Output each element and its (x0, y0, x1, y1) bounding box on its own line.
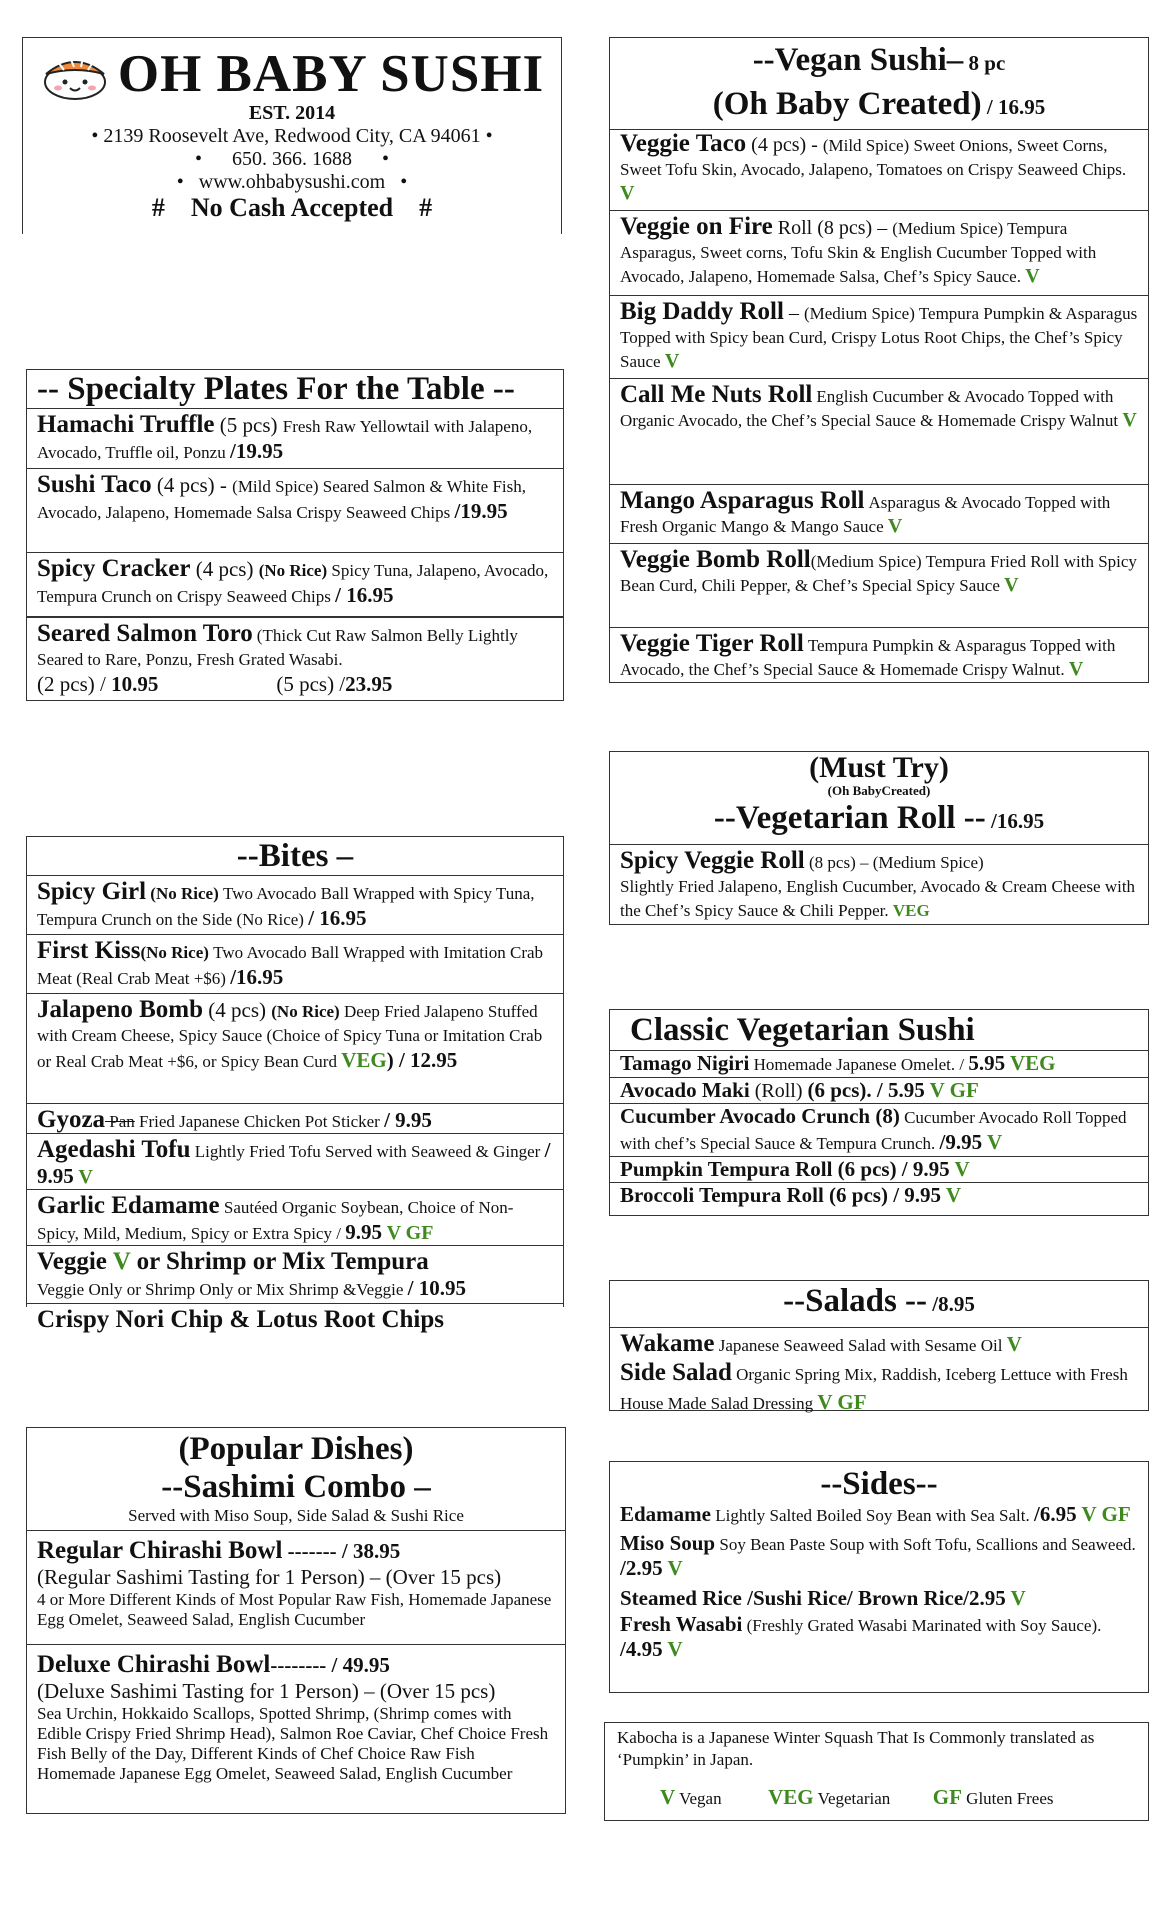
kabocha-note-and-legend (604, 1722, 1149, 1821)
address: • 2139 Roosevelt Ave, Redwood City, CA 94061 • (91, 125, 493, 147)
menu-item: Cucumber Avocado Crunch (8) Cucumber Avocado Roll Topped with chef’s Special Sauce & Tempura Crunch. /9.95 V (610, 1103, 1148, 1156)
menu-item: Spicy Veggie Roll (8 pcs) – (Medium Spice) Slightly Fried Jalapeno, English Cucumber, Avocado & Cream Cheese with the Chef’s Spicy Sauce & Chili Pepper. VEG (610, 844, 1148, 926)
section-title: --Vegetarian Roll -- (713, 800, 986, 836)
restaurant-name: OH BABY SUSHI (117, 45, 545, 103)
website: • www.ohbabysushi.com • (176, 171, 408, 193)
menu-item-cut-off: Crispy Nori Chip & Lotus Root Chips (27, 1303, 563, 1337)
vegetarian-roll-section: (Must Try) (Oh BabyCreated) --Vegetarian Roll -- /16.95 Spicy Veggie Roll (8 pcs) – (Medium Spice) Slightly Fried Jalapeno, English Cucumber, Avocado & Cream Cheese with the Chef’s Spicy Sauce & Chili Pepper. VEG (609, 751, 1149, 925)
menu-item: Jalapeno Bomb (4 pcs) (No Rice) Deep Fried Jalapeno Stuffed with Cream Cheese, Spicy Sauce (Choice of Spicy Tuna or Imitation Crab or Real Crab Meat +$6, or Spicy Bean Curd VEG) / 12.95 (27, 993, 563, 1103)
menu-item: Regular Chirashi Bowl ------- / 38.95 (Regular Sashimi Tasting for 1 Person) – (Over 15 pcs) 4 or More Different Kinds of Most Popular Raw Fish, Homemade Japanese Egg Omelet, Seaweed Salad, English Cucumber (27, 1530, 565, 1644)
menu-item: Steamed Rice /Sushi Rice/ Brown Rice/2.95 V (620, 1586, 1026, 1610)
section-title: --Bites – (236, 838, 354, 874)
section-subtitle: (Popular Dishes) (178, 1431, 414, 1467)
menu-item: Veggie Taco (4 pcs) - (Mild Spice) Sweet Onions, Sweet Corns, Sweet Tofu Skin, Avocado, Jalapeno, Tomatoes on Crispy Seaweed Chips. V (610, 129, 1148, 210)
menu-item: Spicy Cracker (4 pcs) (No Rice) Spicy Tuna, Jalapeno, Avocado, Tempura Crunch on Crispy Seaweed Chips / 16.95 (27, 552, 563, 616)
vegan-sushi-section: --Vegan Sushi– 8 pc (Oh Baby Created) / 16.95 Veggie Taco (4 pcs) - (Mild Spice) Sweet Onions, Sweet Corns, Sweet Tofu Skin, Avocado, Jalapeno, Tomatoes on Crispy Seaweed Chips. V Veggie on Fire Roll (8 pcs) – (Medium Spice) Tempura Asparagus, Sweet corns, Tofu Skin & English Cucumber Topped with Avocado, Jalapeno, Homemade Salsa, Chef’s Spicy Sauce. V Big Daddy Roll – (Medium Spice) Tempura Pumpkin & Asparagus Topped with Spicy bean Curd, Crispy Lotus Root Chips, the Chef’s Spicy Sauce V Call Me Nuts Roll English Cucumber & Avocado Topped with Organic Avocado, the Chef’s Special Sauce & Homemade Crispy Walnut V Mango Asparagus Roll Asparagus & Avocado Topped with Fresh Organic Mango & Mango Sauce V Veggie Bomb Roll(Medium Spice) Tempura Fried Roll with Spicy Bean Curd, Chili Pepper, & Chef’s Special Spicy Sauce V Veggie Tiger Roll Tempura Pumpkin & Asparagus Topped with Avocado, the Chef’s Special Sauce & Homemade Crispy Walnut. V (609, 37, 1149, 683)
menu-item: Veggie Tiger Roll Tempura Pumpkin & Asparagus Topped with Avocado, the Chef’s Special Sauce & Homemade Crispy Walnut. V (610, 627, 1148, 685)
established-year: EST. 2014 (248, 102, 336, 124)
menu-item: Seared Salmon Toro (Thick Cut Raw Salmon Belly Lightly Seared to Rare, Ponzu, Fresh Grated Wasabi. (2 pcs) / 10.95 (5 pcs) /23.95 (27, 616, 563, 700)
section-title: --Salads -- (783, 1283, 928, 1319)
salad-list: Wakame Japanese Seaweed Salad with Sesame Oil V Side Salad Organic Spring Mix, Raddish, Iceberg Lettuce with Fresh House Made Salad Dressing V GF (610, 1327, 1148, 1421)
classic-vegetarian-section (609, 1009, 1149, 1216)
menu-item: Fresh Wasabi (Freshly Grated Wasabi Marinated with Soy Sauce). /4.95 V (620, 1612, 1102, 1661)
menu-item: Miso Soup Soy Bean Paste Soup with Soft Tofu, Scallions and Seaweed. /2.95 V (620, 1531, 1136, 1580)
section-title: Classic Vegetarian Sushi (630, 1012, 975, 1048)
menu-item: Veggie V or Shrimp or Mix Tempura Veggie Only or Shrimp Only or Mix Shrimp &Veggie / 10.95 (27, 1245, 563, 1303)
created-label: (Oh BabyCreated) (827, 783, 931, 798)
salads-section: --Salads -- /8.95 Wakame Japanese Seaweed Salad with Sesame Oil V Side Salad Organic Spring Mix, Raddish, Iceberg Lettuce with Fresh House Made Salad Dressing V GF (609, 1280, 1149, 1411)
section-note: Served with Miso Soup, Side Salad & Sushi Rice (128, 1506, 464, 1525)
menu-item: Call Me Nuts Roll English Cucumber & Avocado Topped with Organic Avocado, the Chef’s Special Sauce & Homemade Crispy Walnut V (610, 378, 1148, 484)
menu-item: Garlic Edamame Sautéed Organic Soybean, Choice of Non-Spicy, Mild, Medium, Spicy or Extra Spicy / 9.95 V GF (27, 1189, 563, 1245)
section-subtitle: (Oh Baby Created) (712, 86, 982, 122)
section-title: --Sashimi Combo – (161, 1469, 431, 1505)
menu-item: Mango Asparagus Roll Asparagus & Avocado Topped with Fresh Organic Mango & Mango Sauce V (610, 484, 1148, 543)
menu-item: Deluxe Chirashi Bowl-------- / 49.95 (Deluxe Sashimi Tasting for 1 Person) – (Over 15 pcs) Sea Urchin, Hokkaido Scallops, Spotted Shrimp, (Shrimp comes with Edible Crispy Fried Shrimp Head), Salmon Roe Caviar, Chef Choice Fresh Fish Belly of the Day, Different Kinds of Chef Choice Raw Fish Homemade Japanese Egg Omelet, Seaweed Salad, English Cucumber (27, 1644, 565, 1787)
must-try-label: (Must Try) (809, 751, 949, 784)
menu-item: Agedashi Tofu Lightly Fried Tofu Served with Seaweed & Ginger / 9.95 V (27, 1133, 563, 1189)
phone: • 650. 366. 1688 • (194, 148, 389, 170)
menu-item: Veggie on Fire Roll (8 pcs) – (Medium Spice) Tempura Asparagus, Sweet corns, Tofu Skin & English Cucumber Topped with Avocado, Jalapeno, Homemade Salsa, Chef’s Spicy Sauce. V (610, 210, 1148, 295)
bites-section (26, 836, 564, 1333)
menu-item: Gyoza Pan Fried Japanese Chicken Pot Sticker / 9.95 (27, 1103, 563, 1133)
sashimi-combo-section (26, 1427, 566, 1814)
menu-item: Big Daddy Roll – (Medium Spice) Tempura Pumpkin & Asparagus Topped with Spicy bean Curd, Crispy Lotus Root Chips, the Chef’s Spicy Sauce V (610, 295, 1148, 378)
menu-item: Veggie Bomb Roll(Medium Spice) Tempura Fried Roll with Spicy Bean Curd, Chili Pepper, & Chef’s Special Spicy Sauce V (610, 543, 1148, 627)
kabocha-note: Kabocha is a Japanese Winter Squash That Is Commonly translated as ‘Pumpkin’ in Japan. (617, 1728, 1095, 1769)
dietary-legend: V Vegan VEG Vegetarian GF Gluten Frees (660, 1785, 1054, 1809)
menu-item: First Kiss(No Rice) Two Avocado Ball Wrapped with Imitation Crab Meat (Real Crab Meat +$6) /16.95 (27, 934, 563, 993)
menu-item: Tamago Nigiri Homemade Japanese Omelet. / 5.95 VEG (610, 1050, 1148, 1077)
menu-item: Broccoli Tempura Roll (6 pcs) / 9.95 V (610, 1182, 1148, 1208)
menu-item: Pumpkin Tempura Roll (6 pcs) / 9.95 V (610, 1156, 1148, 1182)
specialty-plates-section (26, 369, 564, 701)
menu-item: Edamame Lightly Salted Boiled Soy Bean with Sea Salt. /6.95 V GF (620, 1502, 1131, 1526)
sides-section (609, 1461, 1149, 1693)
menu-item: Sushi Taco (4 pcs) - (Mild Spice) Seared Salmon & White Fish, Avocado, Jalapeno, Homemade Salsa Crispy Seaweed Chips /19.95 (27, 468, 563, 552)
no-cash-notice: # No Cash Accepted # (151, 193, 433, 222)
restaurant-header (22, 37, 562, 234)
section-title: --Vegan Sushi– (752, 42, 964, 78)
menu-item: Avocado Maki (Roll) (6 pcs). / 5.95 V GF (610, 1077, 1148, 1103)
menu-item: Spicy Girl (No Rice) Two Avocado Ball Wrapped with Spicy Tuna, Tempura Crunch on the Side (No Rice) / 16.95 (27, 875, 563, 934)
menu-item: Hamachi Truffle (5 pcs) Fresh Raw Yellowtail with Jalapeno, Avocado, Truffle oil, Ponzu /19.95 (27, 408, 563, 468)
section-title: -- Specialty Plates For the Table -- (37, 371, 515, 407)
section-title: --Sides-- (820, 1466, 938, 1502)
sushi-face-logo-icon (40, 48, 110, 100)
